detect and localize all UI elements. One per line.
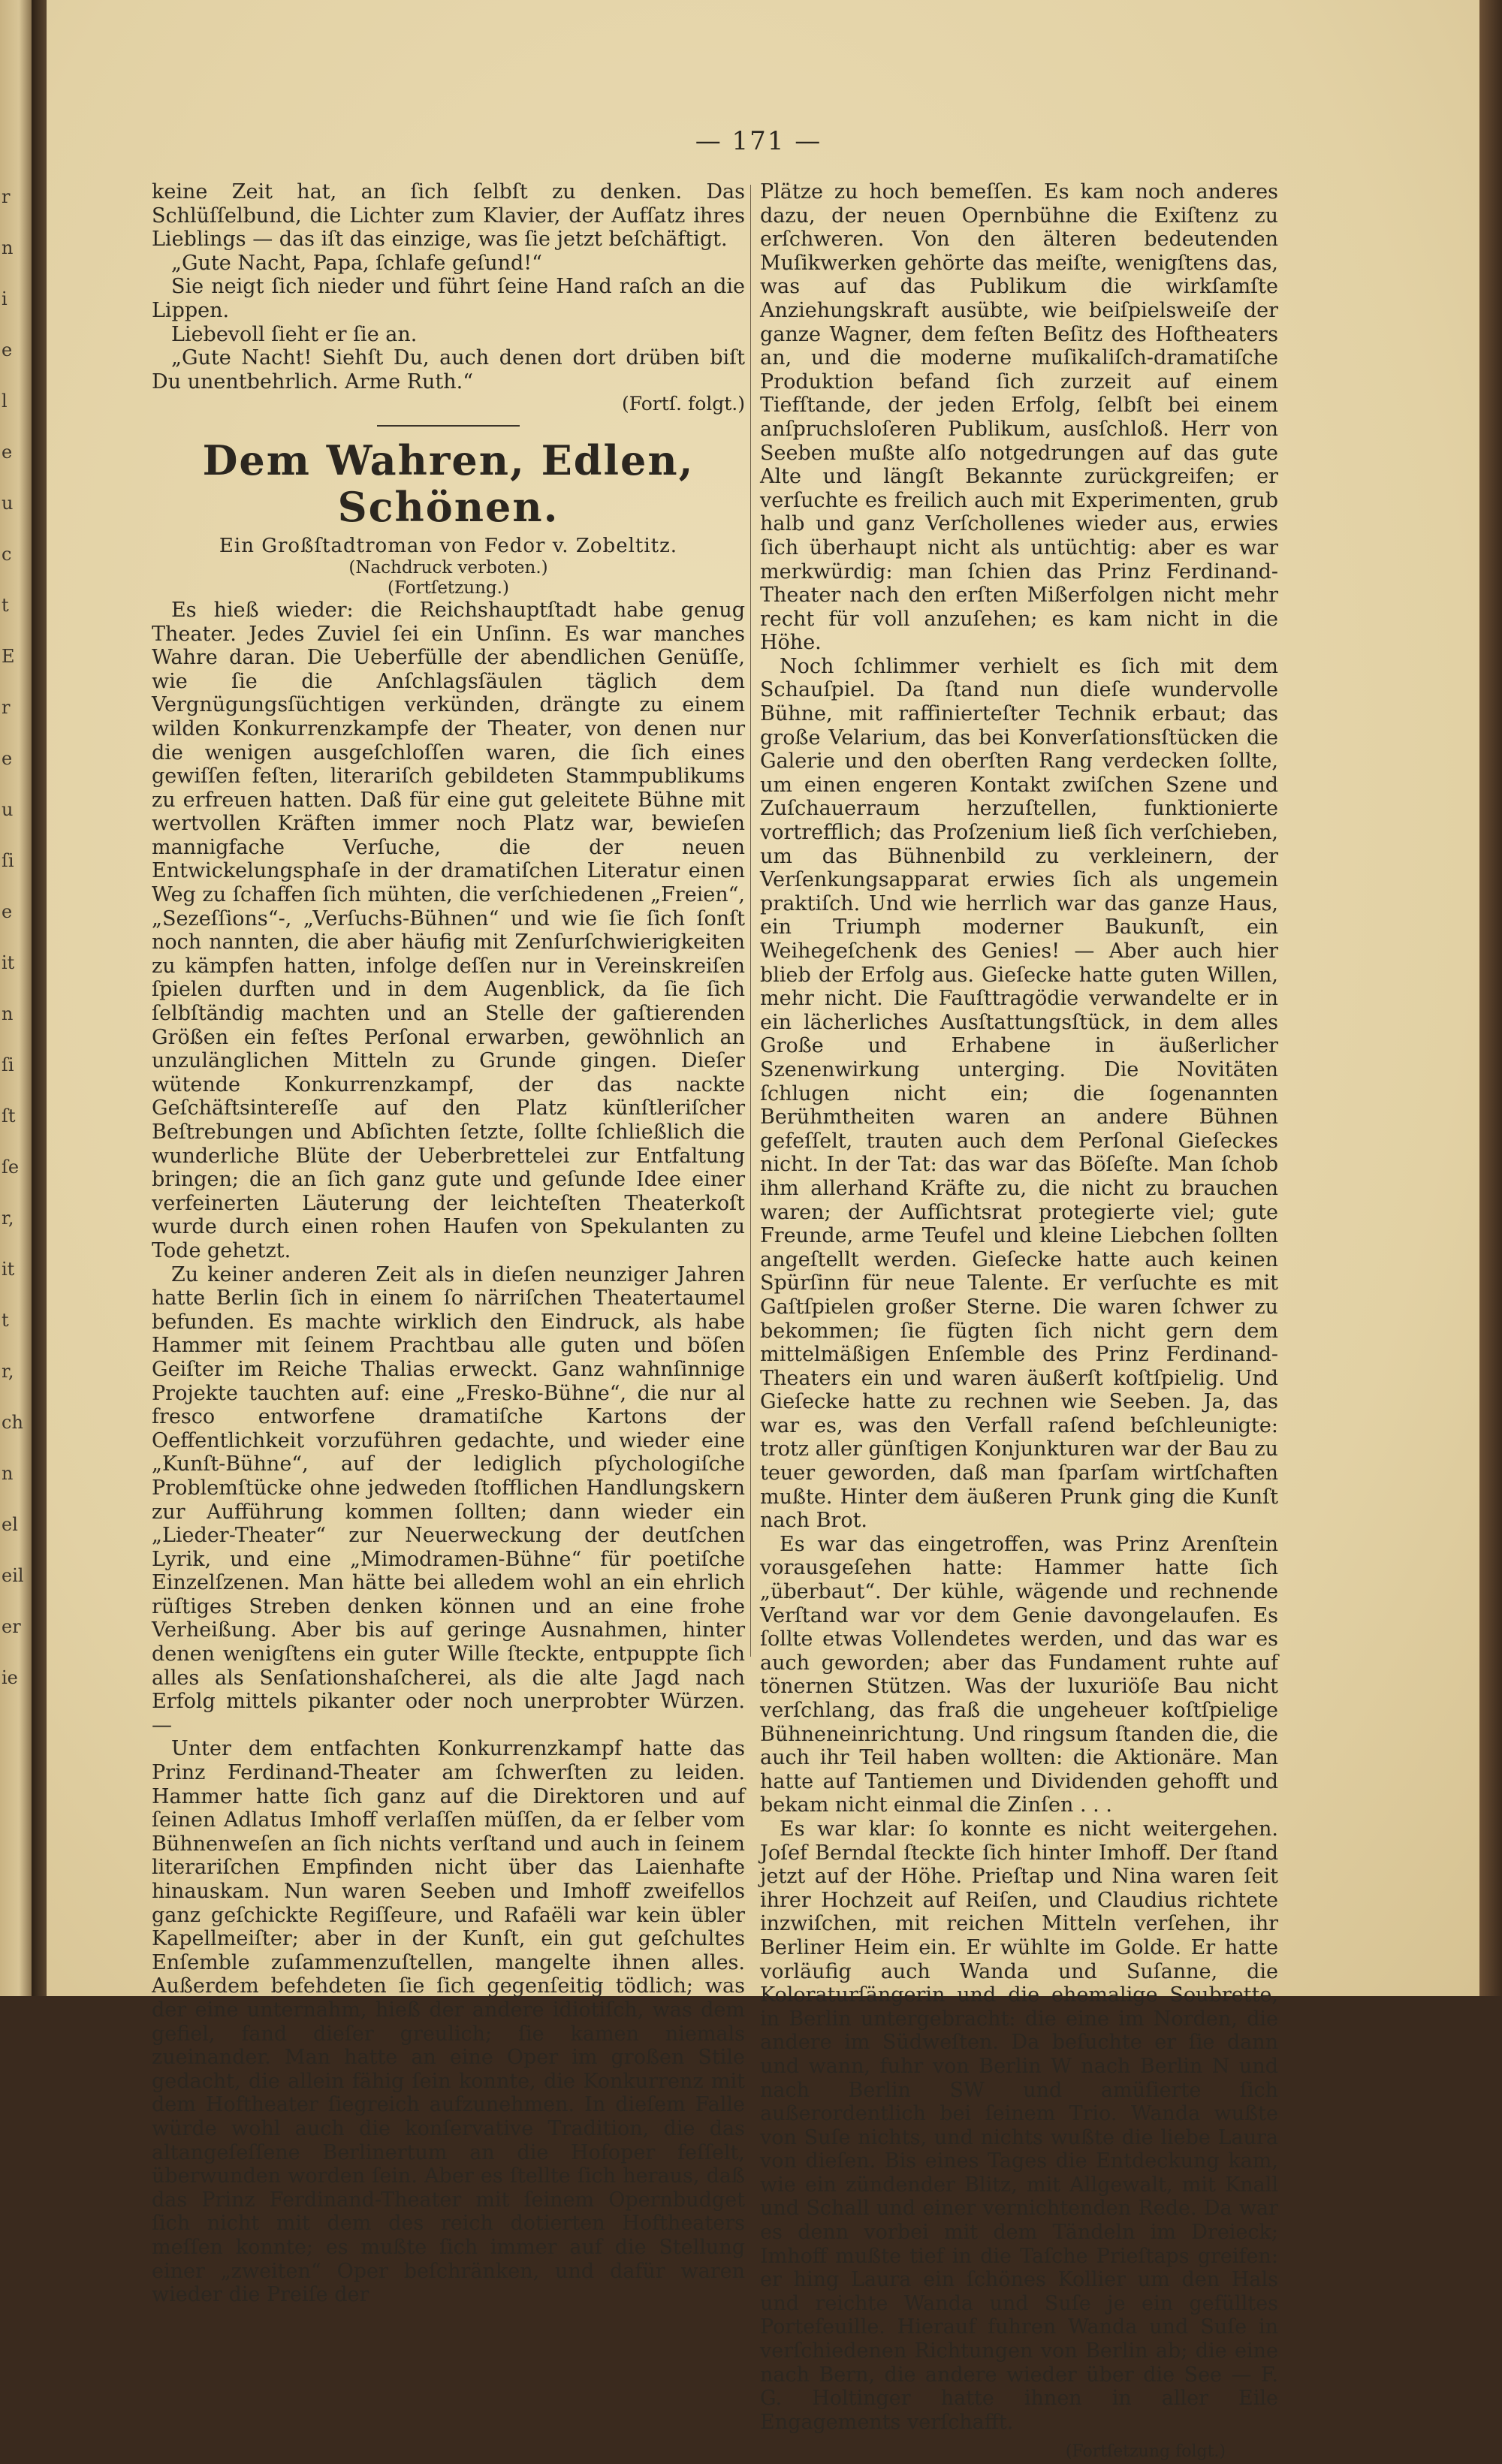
prev-page-fragment: r	[2, 186, 11, 207]
prev-page-fragment: r	[2, 697, 11, 718]
left-column	[152, 180, 745, 2307]
body-paragraph: Zu keiner anderen Zeit als in dieſen neunziger Jahren hatte Berlin ſich in einem ſo närriſchen Theatertaumel befunden. Es machte wirklich den Eindruck, als habe Hammer mit ſeinem Prachtbau alle guten und böſen Geiſter im Reiche Thalias erweckt. Ganz wahnſinnige Projekte tauchten auf: eine „Fresko-Bühne“, die nur al fresco entworfene dramatiſche Kartons der Oeffentlichkeit vorzuführen gedachte, und wieder eine „Kunſt-Bühne“, auf der lediglich pſychologiſche Problemſtücke ohne jedweden ſtofflichen Handlungskern zur Aufführung kommen ſollten; dann wieder ein „Lieder-Theater“ zur Neuerweckung der deutſchen Lyrik, und eine „Mimodramen-Bühne“ für poetiſche Einzelſzenen. Man hätte bei alledem wohl an ein ehrlich rüſtiges Streben denken können und an eine frohe Verheißung. Aber bis auf geringe Ausnahmen, hinter denen wenigſtens ein guter Wille ſteckte, entpuppte ſich alles als Senſationshaſcherei, als die alte Jagd nach Erfolg mittels pikanter oder noch unerprobter Würzen. —	[152, 1262, 745, 1737]
prev-page-fragment: eil	[2, 1565, 24, 1586]
prev-page-fragment: e	[2, 748, 13, 769]
prev-page-fragment: t	[2, 1310, 9, 1331]
prev-page-fragment: e	[2, 442, 13, 463]
intro-paragraph: keine Zeit hat, an ſich ſelbſt zu denken. Das Schlüſſelbund, die Lichter zum Klavier, der Aufſatz ihres Lieblings — das iſt das einzige, was ſie jetzt beſchäftigt.	[152, 180, 745, 252]
prev-page-fragment: ſi	[2, 1054, 14, 1075]
continuation-note: (Fortſetzung.)	[388, 578, 509, 598]
article-title: Dem Wahren, Edlen, Schönen.	[202, 436, 695, 531]
prev-page-fragment: ch	[2, 1412, 23, 1433]
dialog-line: Liebevoll ſieht er ſie an.	[171, 322, 418, 346]
body-paragraph: Es war klar: ſo konnte es nicht weitergehen. Joſef Berndal ſteckte ſich hinter Imhoff. Der ſtand jetzt auf der Höhe. Prieſtap und Nina waren ſeit ihrer Hochzeit auf Reiſen, und Claudius richtete inzwiſchen, mit reichen Mitteln verſehen, ihr Berliner Heim ein. Er wühlte im Golde. Er hatte vorläufig auch Wanda und Suſanne, die Koloraturſängerin und die ehemalige Soubrette, in Berlin untergebracht: die eine im Norden, die andere im Südweſten. Da beſuchte er ſie dann und wann, fuhr von Berlin W nach Berlin N und nach Berlin SW und amüſierte ſich außerordentlich bei ſeinem Trio. Wanda wußte von Suſe nichts, und nichts wußte die liebe Laura von dieſen. Bis eines Tages die Entdeckung kam, wie ein zündender Blitz, mit Allgewalt, mit Knall und Schall und einer vernichtenden Rede. Da war es denn vorbei mit dem Tändeln im Dreieck; Imhoff mußte tief in die Taſche Prieſtaps greifen: er hing Laura ein ſchönes Kollier um den Hals und reichte Wanda und Suſe je ein gefülltes Portefeuille. Hierauf fuhren Wanda und Suſe in verſchiedenen Richtungen von Berlin ab; die eine nach Bern, die andere wieder über die See — F. G. Holtinger hatte ihnen in aller Eile Engagements verſchafft.	[760, 1817, 1278, 2434]
prev-page-fragment: it	[2, 1259, 15, 1280]
body-paragraph: Noch ſchlimmer verhielt es ſich mit dem Schauſpiel. Da ſtand nun dieſe wundervolle Bühne, mit raffinierteſter Technik erbaut; das große Velarium, das bei Konverſationsſtücken die Galerie und den oberſten Rang verdecken ſollte, um einen engeren Kontakt zwiſchen Szene und Zuſchauerraum herzuſtellen, funktionierte vortrefflich; das Proſzenium ließ ſich verſchieben, um das Bühnenbild zu verkleinern, der Verſenkungsapparat erwies ſich als ungemein praktiſch. Und wie herrlich war das ganze Haus, ein Triumph moderner Baukunſt, ein Weihegeſchenk des Genies! — Aber auch hier blieb der Erfolg aus. Gieſecke hatte guten Willen, mehr nicht. Die Fauſttragödie verwandelte er in ein lächerliches Ausſtattungsſtück, in dem alles Große und Erhabene in äußerlicher Szenenwirkung unterging. Die Novitäten ſchlugen nicht ein; die ſogenannten Berühmtheiten waren an andere Bühnen gefeſſelt, trauten auch dem Perſonal Gieſeckes nicht. In der Tat: das war das Böſeſte. Man ſchob ihm allerhand Kräfte zu, die nicht zu brauchen waren; der Aufſichtsrat protegierte viel; gute Freunde, arme Teufel und kleine Liebchen ſollten angeſtellt werden. Gieſecke hatte auch keinen Spürſinn für neue Talente. Er verſuchte es mit Gaſtſpielen großer Sterne. Die waren ſchwer zu bekommen; ſie fügten ſich nicht gern dem mittelmäßigen Enſemble des Prinz Ferdinand-Theaters ein und waren äußerſt koſtſpielig. Und Gieſecke hatte zu rechnen wie Seeben. Ja, das war es, was den Verfall raſend beſchleunigte: trotz aller günſtigen Konjunkturen war der Bau zu teuer geworden, daß man ſparſam wirtſchaften mußte. Hinter dem äußeren Prunk ging die Kunſt nach Brot.	[760, 654, 1278, 1533]
book-gutter	[32, 0, 47, 1996]
prev-page-fragment: el	[2, 1514, 18, 1535]
page-number: — 171 —	[695, 126, 822, 156]
article-byline: Ein Großſtadtroman von Fedor v. Zobeltitz.	[219, 534, 678, 557]
body-paragraph: Es hieß wieder: die Reichshauptſtadt habe genug Theater. Jedes Zuviel ſei ein Unſinn. Es war manches Wahre daran. Die Ueberfülle der abendlichen Genüſſe, wie ſie die Anſchlagsſäulen täglich dem Vergnügungsſüchtigen verkünden, drängte zu einem wilden Konkurrenzkampfe der Theater, von denen nur die wenigen ausgeſchloſſen waren, die ſich eines gewiſſen feſten, literariſch gebildeten Stammpublikums zu erfreuen hatten. Daß für eine gut geleitete Bühne mit wertvollen Kräften immer noch Platz war, bewieſen mannigfache Verſuche, die der neuen Entwickelungsphaſe in der dramatiſchen Literatur einen Weg zu ſchaffen ſich mühten, die verſchiedenen „Freien“, „Sezeſſions“-, „Verſuchs-Bühnen“ und wie ſie ſich ſonſt noch nannten, die aber häufig mit Zenſurſchwierigkeiten zu kämpfen hatten, infolge deſſen nur in Vereinskreiſen ſpielen durften und in dem Augenblick, da ſie ſich ſelbſtändig machten und an Stelle der gaſtierenden Größen ein feſtes Perſonal erwarben, gewöhnlich an unzulänglichen Mitteln zu Grunde gingen. Dieſer wütende Konkurrenzkampf, der das nackte Geſchäftsintereſſe auf den Platz künſtleriſcher Beſtrebungen und Abſichten ſetzte, ſollte ſchließlich die wunderliche Blüte der Ueberbrettelei zur Entfaltung bringen; die an ſich ganz gute und geſunde Idee einer verfeinerten Läuterung der leichteſten Theaterkoſt wurde durch einen rohen Haufen von Spekulanten zu Tode gehetzt.	[152, 598, 745, 1262]
prev-page-fragment: n	[2, 237, 14, 258]
prev-page-fragment: ie	[2, 1667, 18, 1688]
prev-page-fragment: i	[2, 288, 8, 309]
prev-page-fragment: er	[2, 1616, 21, 1637]
dialog-line: „Gute Nacht, Papa, ſchlafe geſund!“	[171, 251, 542, 275]
to-be-continued-note: (Fortſetzung folgt.)	[1065, 2442, 1226, 2462]
prev-page-fragment: r,	[2, 1361, 14, 1382]
right-column	[760, 180, 1278, 2464]
prev-page-fragment: e	[2, 901, 13, 922]
prev-page-fragment: u	[2, 799, 14, 820]
prev-page-fragment: it	[2, 952, 15, 973]
body-paragraph: Plätze zu hoch bemeſſen. Es kam noch anderes dazu, der neuen Opernbühne die Exiſtenz zu erſchweren. Von den älteren bedeutenden Muſikwerken gehörte das meiſte, wenigſtens das, was auf das Publikum die wirkſamſte Anziehungskraft ausübte, wie beiſpielsweiſe der ganze Wagner, dem feſten Beſitz des Hoftheaters an, und die moderne muſikaliſch-dramatiſche Produktion befand ſich zurzeit auf einem Tiefſtande, der jeden Erfolg, ſelbſt bei einem anſpruchsloſeren Publikum, ausſchloß. Herr von Seeben mußte alſo notgedrungen auf das gute Alte und längſt Bekannte zurückgreifen; er verſuchte es freilich auch mit Experimenten, grub halb und ganz Verſchollenes wieder aus, erwies ſich überhaupt nicht als untüchtig: aber es war merkwürdig: man ſchien das Prinz Ferdinand-Theater nach den erſten Mißerfolgen nicht mehr recht für voll anzuſehen; es kam nicht in die Höhe.	[760, 180, 1278, 655]
prev-page-fragment: ſe	[2, 1157, 20, 1178]
dialog-line: „Gute Nacht! Siehſt Du, auch denen dort drüben biſt Du unentbehrlich. Arme Ruth.“	[152, 346, 745, 394]
continued-note: (Fortſ. folgt.)	[622, 393, 745, 415]
prev-page-fragment: ſt	[2, 1105, 16, 1126]
prev-page-fragment: n	[2, 1003, 14, 1024]
prev-page-fragment: ſi	[2, 850, 14, 871]
prev-page-fragment: c	[2, 544, 12, 565]
prev-page-fragment: u	[2, 493, 14, 514]
previous-page-edge	[0, 0, 32, 1996]
section-divider	[377, 425, 520, 427]
prev-page-fragment: r,	[2, 1208, 14, 1229]
column-divider	[750, 185, 751, 1657]
prev-page-fragment: e	[2, 339, 13, 360]
dialog-line: Sie neigt ſich nieder und führt ſeine Hand raſch an die Lippen.	[152, 275, 745, 322]
prev-page-fragment: t	[2, 595, 9, 616]
prev-page-fragment: n	[2, 1463, 14, 1484]
prev-page-fragment: l	[2, 391, 8, 412]
body-paragraph: Es war das eingetroffen, was Prinz Arenſtein vorausgeſehen hatte: Hammer hatte ſich „überbaut“. Der kühle, wägende und rechnende Verſtand war vor dem Genie davongelaufen. Es ſollte etwas Vollendetes werden, und das war es auch geworden; aber das Fundament ruhte auf tönernen Stützen. Was der luxuriöſe Bau nicht verſchlang, das fraß die ungeheuer koſtſpielige Bühneneinrichtung. Und ringsum ſtanden die, die auch ihr Teil haben wollten: die Aktionäre. Man hatte auf Tantiemen und Dividenden gehofft und bekam nicht einmal die Zinſen . . .	[760, 1532, 1278, 1817]
prev-page-fragment: E	[2, 646, 15, 667]
reprint-note: (Nachdruck verboten.)	[348, 557, 548, 578]
body-paragraph: Unter dem entfachten Konkurrenzkampf hatte das Prinz Ferdinand-Theater am ſchwerſten zu leiden. Hammer hatte ſich ganz auf die Direktoren und auf ſeinen Adlatus Imhoff verlaſſen müſſen, da er ſelber vom Bühnenweſen an ſich nichts verſtand und auch in ſeinem literariſchen Empfinden nicht über das Laienhafte hinauskam. Nun waren Seeben und Imhoff zweifellos ganz geſchickte Regiſſeure, und Rafaëli war kein übler Kapellmeiſter; aber in der Kunſt, ein gut geſchultes Enſemble zuſammenzuſtellen, mangelte ihnen alles. Außerdem befehdeten ſie ſich gegenſeitig tödlich; was der eine unternahm, hieß der andere idiotiſch, was dem gefiel, fand dieſer greulich; ſie kamen niemals zueinander. Man hatte an eine Oper im großen Stile gedacht, die allein fähig ſein konnte, die Konkurrenz mit dem Hoftheater ſiegreich aufzunehmen. In dieſem Falle würde wohl auch die konſervative Tradition, die das altangeſeſſene Berlinertum an die Hofoper feſſelt, überwunden worden ſein. Aber es ſtellte ſich heraus, daß das Prinz Ferdinand-Theater mit ſeinem Opernbudget ſich nicht mit dem des reich dotierten Hoftheaters meſſen konnte; es mußte ſich immer auf die Stellung einer „zweiten“ Oper beſchränken, und dafür waren wieder die Preiſe der	[152, 1737, 745, 2307]
book-cover-edge	[1479, 0, 1502, 1996]
